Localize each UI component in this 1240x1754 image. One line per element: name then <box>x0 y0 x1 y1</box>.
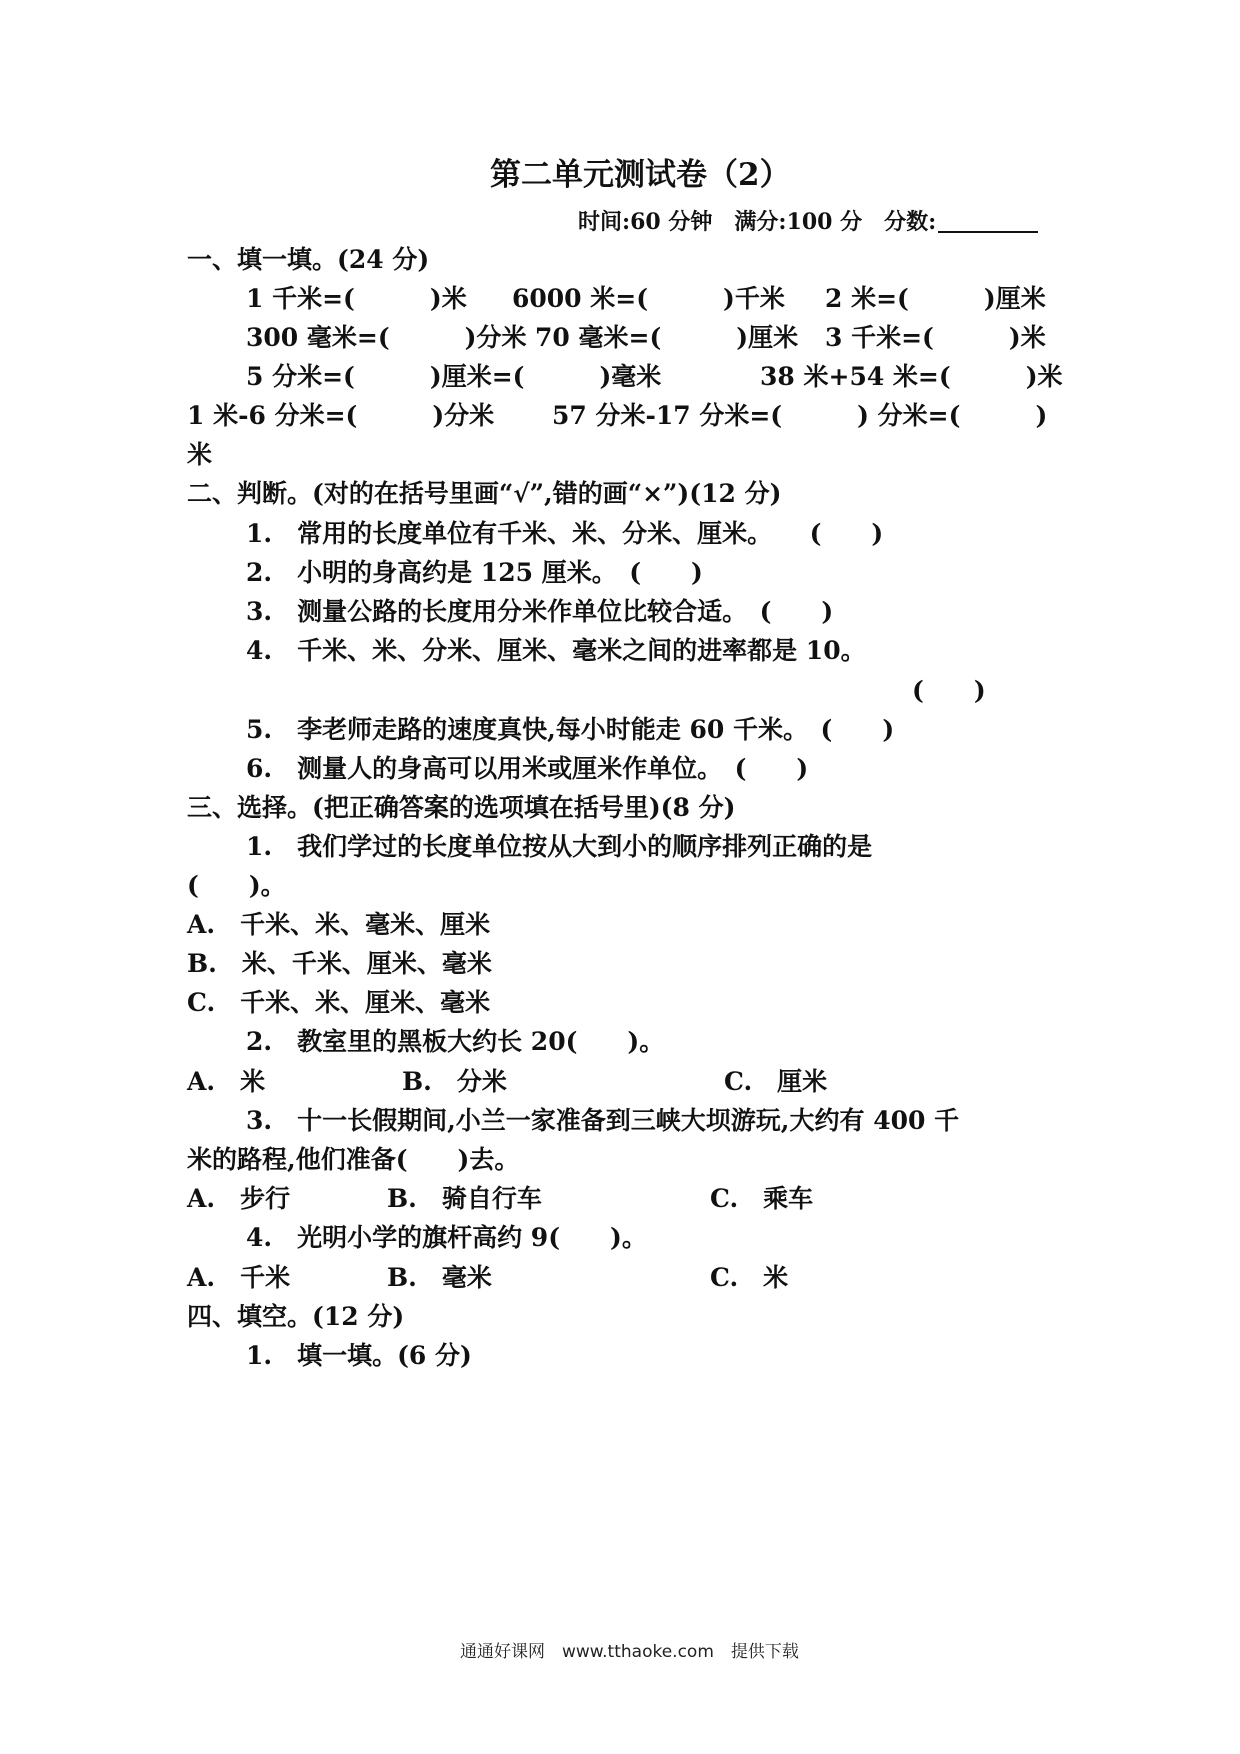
choice-option: A. 千米、米、毫米、厘米 <box>187 910 491 939</box>
judge-question-4: 4. 千米、米、分米、厘米、毫米之间的进率都是 10。 <box>246 636 866 665</box>
choice-option: C. 乘车 <box>710 1184 814 1213</box>
s1-item: 70 毫米=( )厘米 <box>535 323 799 352</box>
s1-item: 300 毫米=( )分米 <box>246 323 527 352</box>
judge-question-3: 3. 测量公路的长度用分米作单位比较合适。 ( ) <box>246 597 834 626</box>
s1-item: 1 米-6 分米=( )分米 <box>187 401 495 430</box>
s1-item-wrap: 米 <box>187 440 213 469</box>
choice-option: B. 毫米 <box>387 1263 492 1292</box>
page-title: 第二单元测试卷（2） <box>490 157 791 193</box>
choice-option: A. 千米 <box>187 1263 291 1292</box>
s1-item: 3 千米=( )米 <box>825 323 1046 352</box>
section-3-heading: 三、选择。(把正确答案的选项填在括号里)(8 分) <box>187 793 736 822</box>
choice-question-1-cont: ( )。 <box>187 871 286 900</box>
s1-item: 57 分米-17 分米=( ) 分米=( ) <box>552 401 1048 430</box>
judge-question-5: 5. 李老师走路的速度真快,每小时能走 60 千米。 ( ) <box>246 715 895 744</box>
fill-question-1: 1. 填一填。(6 分) <box>246 1341 472 1370</box>
choice-option: C. 厘米 <box>724 1067 828 1096</box>
choice-option: A. 步行 <box>187 1184 291 1213</box>
exam-meta <box>578 204 1038 240</box>
exam-meta-text: 时间:60 分钟 满分:100 分 分数: <box>578 209 937 235</box>
choice-question-3: 3. 十一长假期间,小兰一家准备到三峡大坝游玩,大约有 400 千 <box>246 1106 960 1135</box>
choice-question-4: 4. 光明小学的旗杆高约 9( )。 <box>246 1223 647 1252</box>
s1-item: 1 千米=( )米 <box>246 284 467 313</box>
choice-option: A. 米 <box>187 1067 266 1096</box>
footer-source: 通通好课网 www.tthaoke.com 提供下载 <box>460 1642 799 1662</box>
section-2-heading: 二、判断。(对的在括号里画“√”,错的画“×”)(12 分) <box>187 479 782 508</box>
choice-question-1: 1. 我们学过的长度单位按从大到小的顺序排列正确的是 <box>246 832 873 861</box>
s1-item: 38 米+54 米=( )米 <box>760 362 1063 391</box>
choice-option: B. 米、千米、厘米、毫米 <box>187 949 492 978</box>
choice-option: C. 千米、米、厘米、毫米 <box>187 988 491 1017</box>
section-1-heading: 一、填一填。(24 分) <box>187 245 430 274</box>
judge-question-1: 1. 常用的长度单位有千米、米、分米、厘米。 ( ) <box>246 519 884 548</box>
s1-item: 2 米=( )厘米 <box>825 284 1046 313</box>
s1-item: 6000 米=( )千米 <box>512 284 785 313</box>
choice-question-2: 2. 教室里的黑板大约长 20( )。 <box>246 1027 665 1056</box>
choice-option: B. 骑自行车 <box>387 1184 542 1213</box>
choice-question-3-cont: 米的路程,他们准备( )去。 <box>187 1145 520 1174</box>
score-blank <box>938 209 1038 233</box>
judge-question-2: 2. 小明的身高约是 125 厘米。 ( ) <box>246 558 703 587</box>
choice-option: C. 米 <box>710 1263 789 1292</box>
judge-question-6: 6. 测量人的身高可以用米或厘米作单位。 ( ) <box>246 754 809 783</box>
section-4-heading: 四、填空。(12 分) <box>187 1302 405 1331</box>
choice-option: B. 分米 <box>402 1067 507 1096</box>
judge-question-4-answer: ( ) <box>912 676 986 705</box>
s1-item: 5 分米=( )厘米=( )毫米 <box>246 362 662 391</box>
